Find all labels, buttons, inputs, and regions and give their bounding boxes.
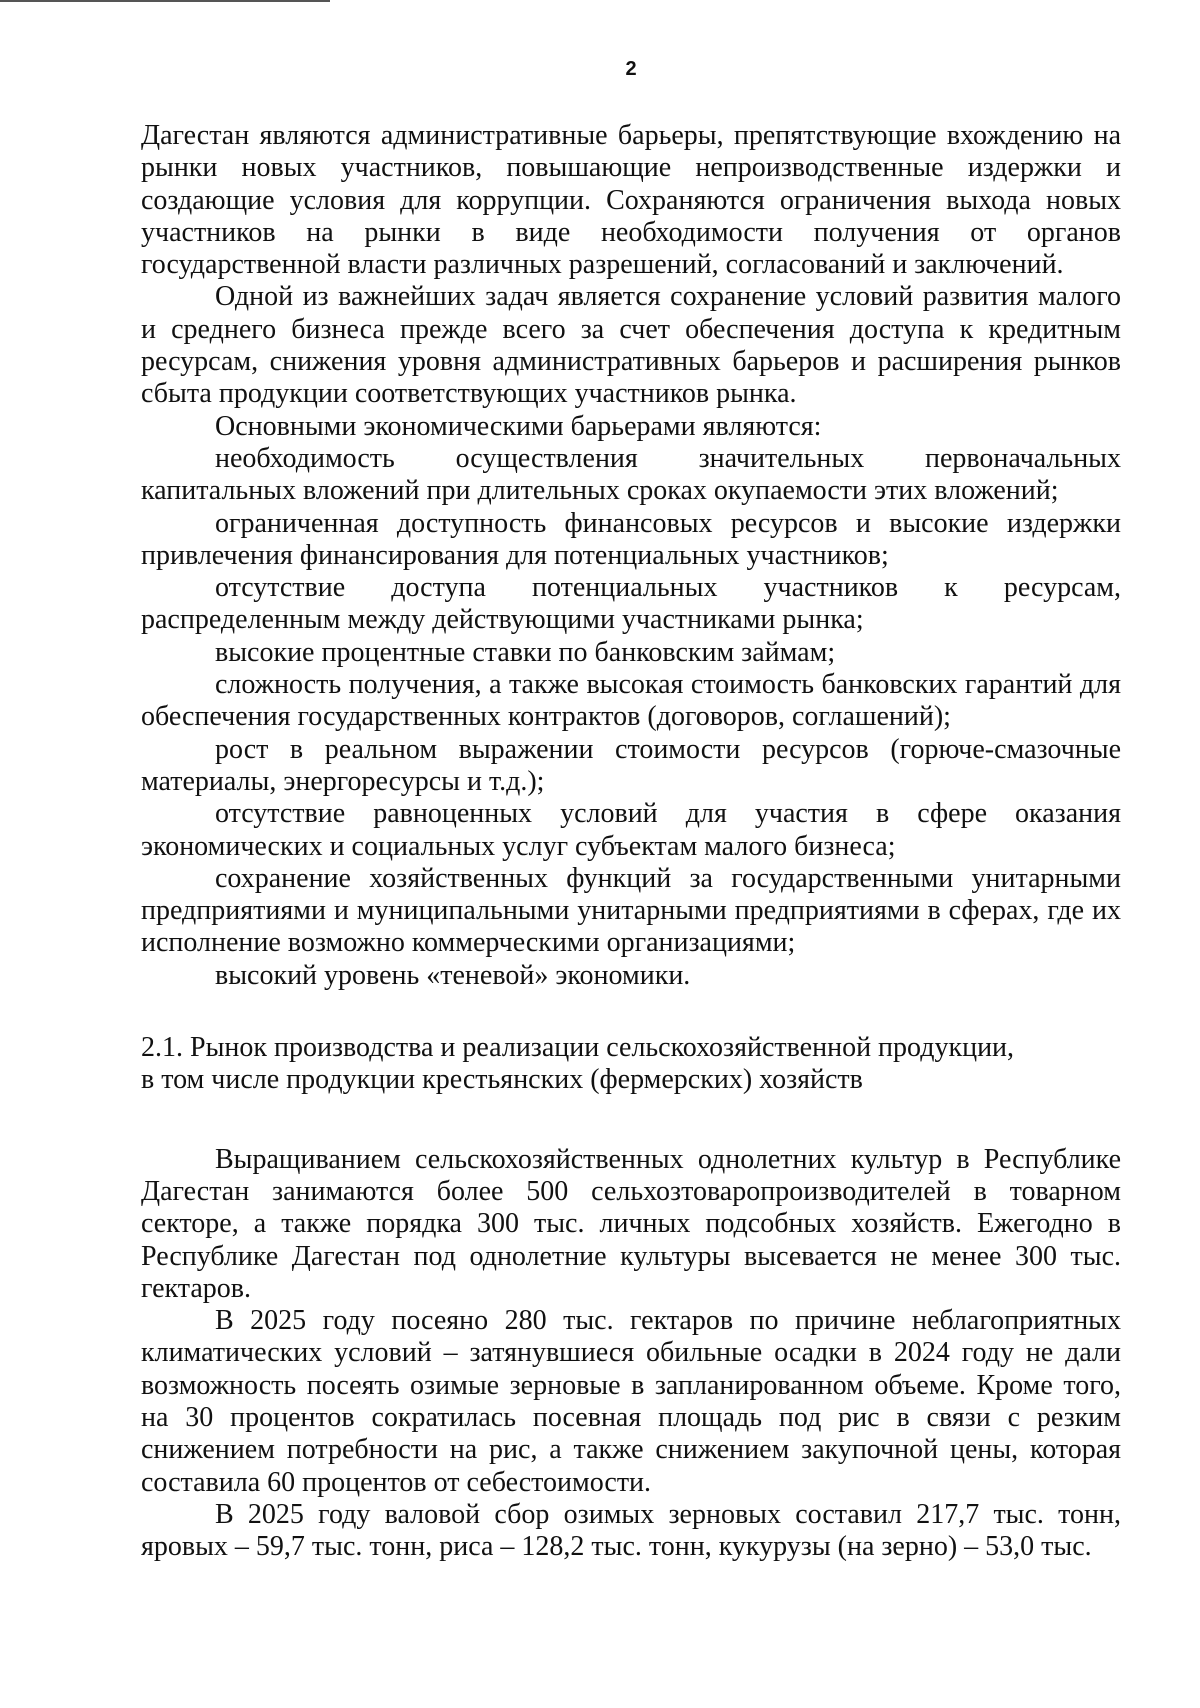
paragraph: ограниченная доступность финансовых ресурсов и высокие издержки привлечения финансирования для потенциальных участников;	[141, 507, 1121, 571]
paragraph: необходимость осуществления значительных первоначальных капитальных вложений при длительных сроках окупаемости этих вложений;	[141, 442, 1121, 507]
paragraph: отсутствие доступа потенциальных участников к ресурсам, распределенным между действующими участниками рынка;	[141, 572, 1121, 636]
top-rule	[0, 0, 330, 2]
paragraph: В 2025 году валовой сбор озимых зерновых составил 217,7 тыс. тонн, яровых – 59,7 тыс. тонн, риса – 128,2 тыс. тонн, кукурузы (на зерно) – 53,0 тыс.	[141, 1498, 1121, 1563]
paragraph: Дагестан являются административные барьеры, препятствующие вхождению на рынки новых участников, повышающие непроизводственные издержки и создающие условия для коррупции. Сохраняются ограничения выхода новых участников на рынки в виде необходимости получения от органов государственной власти различных разрешений, согласований и заключений.	[141, 120, 1121, 281]
section-heading-line-1: 2.1. Рынок производства и реализации сельскохозяйственной продукции,	[141, 1032, 1015, 1064]
paragraph: В 2025 году посеяно 280 тыс. гектаров по причине неблагоприятных климатических условий – затянувшиеся обильные осадки в 2024 году не дали возможность посеять озимые зерновые в запланированном объеме. Кроме того, на 30 процентов сократилась посевная площадь под рис в связи с резким снижением потребности на рис, а также снижением закупочной цены, которая составила 60 процентов от себестоимости.	[141, 1305, 1121, 1498]
paragraphs-after-heading	[141, 1144, 1121, 1564]
section-heading-line-2: в том числе продукции крестьянских (фермерских) хозяйств	[141, 1064, 863, 1096]
paragraphs-before-heading	[141, 120, 1121, 992]
section-heading	[141, 1032, 1121, 1097]
document-body	[141, 120, 1121, 1563]
paragraph: рост в реальном выражении стоимости ресурсов (горюче-смазочные материалы, энергоресурсы и т.д.);	[141, 733, 1121, 797]
paragraph: Одной из важнейших задач является сохранение условий развития малого и среднего бизнеса прежде всего за счет обеспечения доступа к кредитным ресурсам, снижения уровня административных барьеров и расширения рынков сбыта продукции соответствующих участников рынка.	[141, 281, 1121, 410]
paragraph: отсутствие равноценных условий для участия в сфере оказания экономических и социальных услуг субъектам малого бизнеса;	[141, 798, 1121, 862]
paragraph: Основными экономическими барьерами являются:	[215, 410, 822, 442]
paragraph: сложность получения, а также высокая стоимость банковских гарантий для обеспечения государственных контрактов (договоров, соглашений);	[141, 669, 1121, 733]
paragraph: высокий уровень «теневой» экономики.	[215, 959, 691, 991]
paragraph: сохранение хозяйственных функций за государственными унитарными предприятиями и муниципальными унитарными предприятиями в сферах, где их исполнение возможно коммерческими организациями;	[141, 862, 1121, 959]
page-number: 2	[625, 58, 637, 80]
paragraph: Выращиванием сельскохозяйственных однолетних культур в Республике Дагестан занимаются более 500 сельхозтоваропроизводителей в товарном секторе, а также порядка 300 тыс. личных подсобных хозяйств. Ежегодно в Республике Дагестан под однолетние культуры высевается не менее 300 тыс. гектаров.	[141, 1143, 1121, 1304]
paragraph: высокие процентные ставки по банковским займам;	[215, 636, 836, 668]
